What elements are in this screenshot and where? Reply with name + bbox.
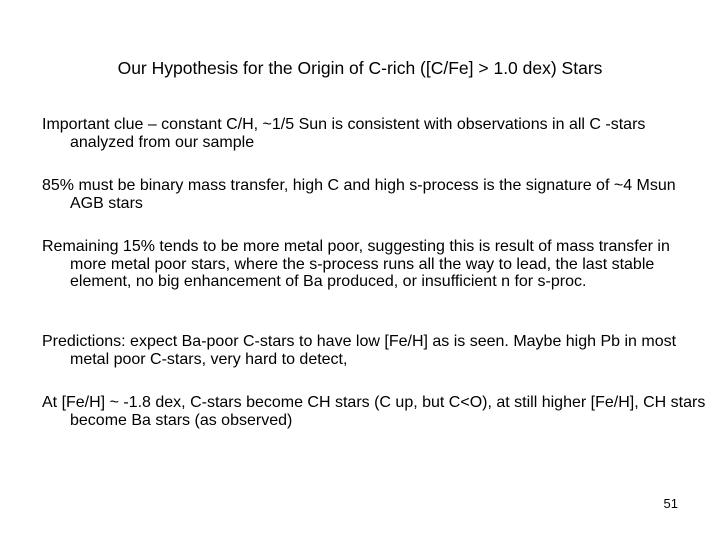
paragraph-metal-poor: Remaining 15% tends to be more metal poor, suggesting this is result of mass transfer in more metal poor stars, where the s-process runs all the way to lead, the last stable element, no big enhancement of Ba produced, or insufficient n for s-proc. <box>42 238 670 290</box>
paragraph-important-clue: Important clue – constant C/H, ~1/5 Sun is consistent with observations in all C -stars analyzed from our sample <box>42 116 646 151</box>
paragraph-ch-stars: At [Fe/H] ~ -1.8 dex, C-stars become CH stars (C up, but C<O), at still higher [Fe/H], CH stars become Ba stars (as observed) <box>42 394 706 429</box>
page-number: 51 <box>663 496 678 511</box>
paragraph-predictions: Predictions: expect Ba-poor C-stars to have low [Fe/H] as is seen. Maybe high Pb in most metal poor C-stars, very hard to detect, <box>42 333 677 368</box>
slide-title: Our Hypothesis for the Origin of C-rich ([C/Fe] > 1.0 dex) Stars <box>117 58 603 78</box>
paragraph-binary-mass-transfer: 85% must be binary mass transfer, high C and high s-process is the signature of ~4 Msun AGB stars <box>42 177 676 212</box>
